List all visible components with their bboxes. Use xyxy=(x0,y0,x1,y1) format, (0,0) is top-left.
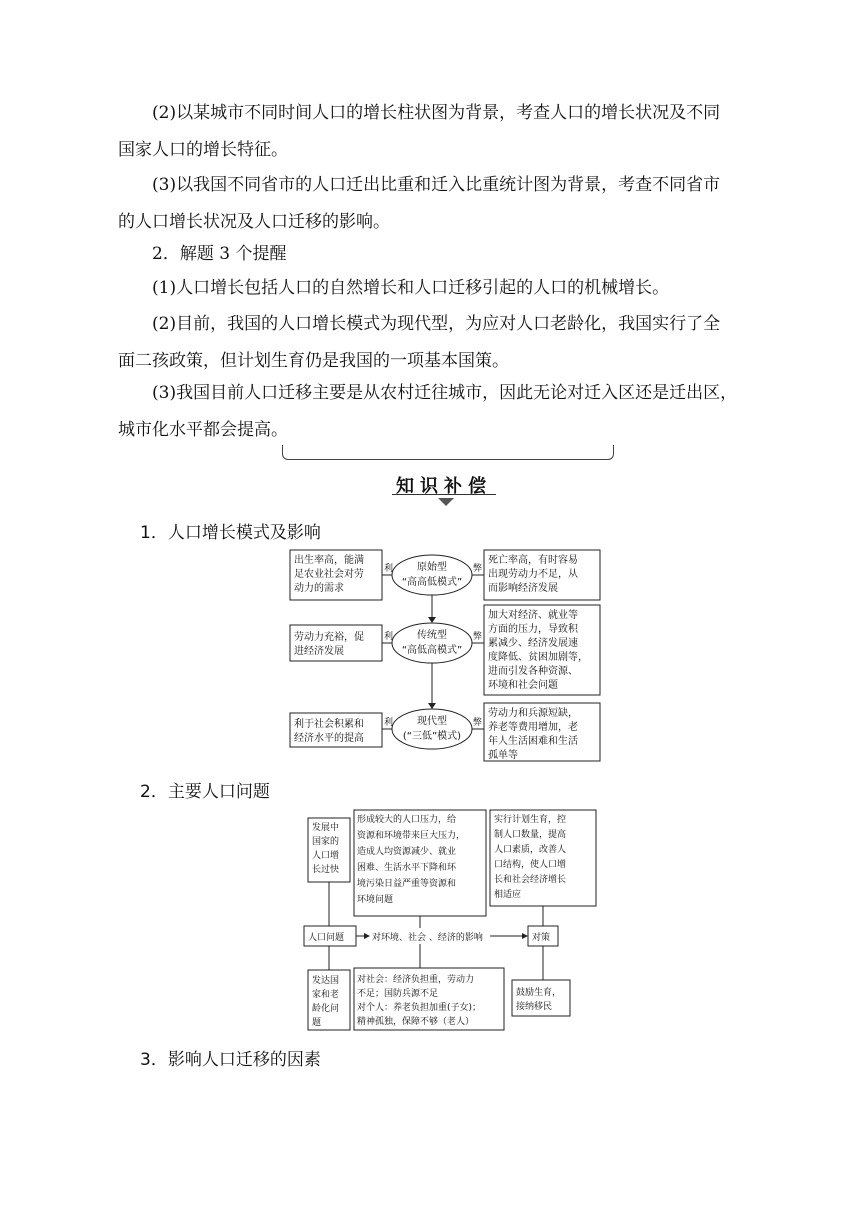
population-problems-diagram xyxy=(300,808,600,1036)
traditional-cons-line2: 方面的压力，导致积 xyxy=(488,624,578,635)
primitive-pros-line3: 动力的需求 xyxy=(294,583,344,594)
paragraph-2-line2: 国家人口的增长特征。 xyxy=(118,140,288,160)
developing-effects-line2: 资源和环境带来巨大压力， xyxy=(357,831,466,841)
traditional-mode-pattern: “高低高模式” xyxy=(401,645,463,656)
developed-effects-line2: 不足；国防兵源不足 xyxy=(357,989,439,999)
primitive-mode-name: 原始型 xyxy=(417,562,447,573)
developing-policy-line3: 人口素质，改善人 xyxy=(494,845,567,855)
developed-line1: 发达国 xyxy=(312,976,340,986)
section-title-underline xyxy=(392,494,496,495)
primitive-pros-line2: 足农业社会对劳 xyxy=(294,569,364,580)
developed-effects-line3: 对个人：养老负担加重(子女)； xyxy=(357,1003,482,1013)
primitive-bi-label: 弊 xyxy=(473,564,483,574)
developing-effects-line5: 境污染日益严重等资源和 xyxy=(357,879,457,889)
developing-policy-line6: 相适应 xyxy=(494,890,522,900)
paragraph-3-line2: 的人口增长状况及人口迁移的影响。 xyxy=(118,212,390,232)
developing-policy-line4: 口结构，使人口增 xyxy=(494,860,567,870)
developed-policy-line1: 鼓励生育， xyxy=(516,988,562,998)
traditional-cons-line5: 进而引发各种资源、 xyxy=(488,666,578,677)
modern-li-label: 利 xyxy=(384,718,394,728)
paragraph-2-line1: (2)以某城市不同时间人口的增长柱状图为背景，考查人口的增长状况及不同 xyxy=(152,103,721,123)
modern-mode-pattern: (“三低”模式) xyxy=(402,731,462,742)
heading-migration-factors: 3．影响人口迁移的因素 xyxy=(140,1050,321,1070)
traditional-pros-line2: 进经济发展 xyxy=(294,646,344,657)
modern-bi-label: 弊 xyxy=(473,718,483,728)
growth-mode-diagram xyxy=(286,545,606,765)
developing-line4: 长过快 xyxy=(312,865,340,875)
developed-line3: 龄化问 xyxy=(312,1004,340,1014)
developing-effects-line1: 形成较大的人口压力，给 xyxy=(357,815,457,825)
modern-pros-line2: 经济水平的提高 xyxy=(294,733,364,744)
policy-label: 对策 xyxy=(532,933,551,943)
developing-policy-line1: 实行计划生育，控 xyxy=(494,815,567,825)
impact-label: 对环境、社会 、经济的影响 xyxy=(372,933,483,943)
primitive-mode-ellipse xyxy=(392,555,472,595)
tip-3 xyxy=(118,375,746,449)
traditional-cons-line1: 加大对经济、就业等 xyxy=(488,610,578,621)
primitive-pros-line1: 出生率高，能满 xyxy=(294,555,364,566)
developing-policy-line5: 长和社会经济增长 xyxy=(494,875,567,885)
developed-policy-line2: 接纳移民 xyxy=(516,1002,553,1012)
primitive-cons-line1: 死亡率高，有时容易 xyxy=(488,555,578,566)
tip-2 xyxy=(118,306,746,380)
developing-line2: 国家的 xyxy=(312,837,340,847)
modern-cons-line2: 养老等费用增加，老 xyxy=(488,722,578,733)
section-title-marker-icon xyxy=(438,498,454,506)
tip-2-line2: 面二孩政策，但计划生育仍是我国的一项基本国策。 xyxy=(118,351,509,371)
primitive-cons-line3: 而影响经济发展 xyxy=(488,583,558,594)
developing-effects-line6: 环境问题 xyxy=(357,895,394,905)
modern-cons-line3: 年人生活困难和生活 xyxy=(488,736,578,747)
modern-mode-ellipse xyxy=(392,709,472,749)
primitive-mode-pattern: “高高低模式” xyxy=(401,577,463,588)
traditional-cons-line6: 环境和社会问题 xyxy=(488,680,558,691)
paragraph-2 xyxy=(118,95,746,169)
problem-label: 人口问题 xyxy=(308,933,345,943)
tip-3-line1: (3)我国目前人口迁移主要是从农村迁往城市，因此无论对迁入区还是迁出区， xyxy=(152,383,738,403)
tips-heading: 2．解题 3 个提醒 xyxy=(152,244,287,264)
modern-cons-line1: 劳动力和兵源短缺， xyxy=(488,708,578,719)
traditional-li-label: 利 xyxy=(384,632,394,642)
tip-1-line1: (1)人口增长包括人口的自然增长和人口迁移引起的人口的机械增长。 xyxy=(152,278,670,298)
developing-line3: 人口增 xyxy=(312,851,340,861)
heading-main-population-problems: 2．主要人口问题 xyxy=(140,782,270,802)
tip-3-line2: 城市化水平都会提高。 xyxy=(118,420,288,440)
tip-2-line1: (2)目前，我国的人口增长模式为现代型，为应对人口老龄化，我国实行了全 xyxy=(152,314,721,334)
developed-line2: 家和老 xyxy=(312,990,340,1000)
modern-pros-line1: 利于社会积累和 xyxy=(294,719,364,730)
modern-cons-line4: 孤单等 xyxy=(488,750,518,761)
developing-effects-line4: 困难、生活水平下降和环 xyxy=(357,863,457,873)
traditional-mode-ellipse xyxy=(392,623,472,663)
paragraph-3-line1: (3)以我国不同省市的人口迁出比重和迁入比重统计图为背景，考查不同省市 xyxy=(152,175,721,195)
heading-population-growth-modes: 1．人口增长模式及影响 xyxy=(140,523,321,543)
primitive-li-label: 利 xyxy=(384,564,394,574)
traditional-cons-line3: 累减少、经济发展速 xyxy=(488,638,578,649)
developing-effects-line3: 造成人均资源减少、就业 xyxy=(357,847,457,857)
primitive-cons-line2: 出现劳动力不足，从 xyxy=(488,569,578,580)
developed-effects-line4: 精神孤独，保障不够（老人） xyxy=(357,1017,475,1027)
traditional-bi-label: 弊 xyxy=(473,632,483,642)
section-title: 知识补偿 xyxy=(396,476,492,497)
modern-mode-name: 现代型 xyxy=(417,716,447,727)
developed-effects-line1: 对社会：经济负担重，劳动力 xyxy=(357,975,475,985)
traditional-cons-line4: 度降低、贫困加剧等， xyxy=(488,652,588,663)
developing-line1: 发展中 xyxy=(312,823,340,833)
paragraph-3 xyxy=(118,167,746,241)
tip-1 xyxy=(118,270,746,307)
section-bracket xyxy=(282,445,614,460)
developing-policy-line2: 制人口数量，提高 xyxy=(494,830,567,840)
developed-line4: 题 xyxy=(312,1018,322,1028)
traditional-mode-name: 传统型 xyxy=(417,630,447,641)
traditional-pros-line1: 劳动力充裕，促 xyxy=(294,632,364,643)
